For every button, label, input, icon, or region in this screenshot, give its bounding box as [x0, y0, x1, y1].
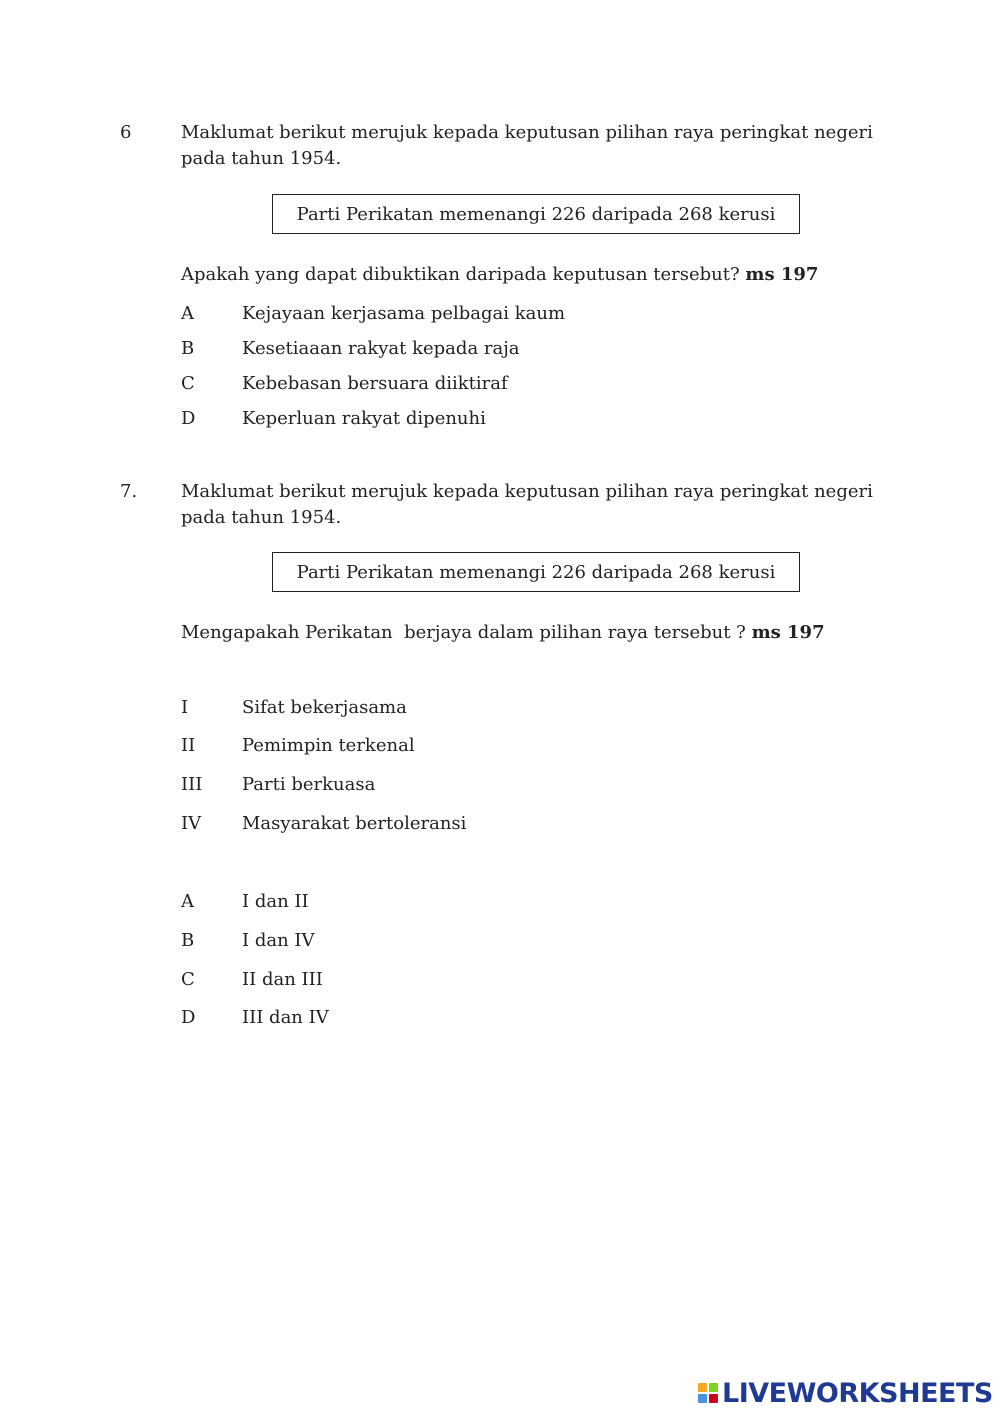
q7-option-b[interactable]: I dan IV: [242, 930, 315, 951]
liveworksheets-logo: [698, 1378, 993, 1408]
q7-option-c-letter: C: [181, 969, 195, 990]
q7-option-d-letter: D: [181, 1007, 196, 1028]
question-7-box-text: Parti Perikatan memenangi 226 daripada 268 kerusi: [296, 561, 776, 583]
logo-text: LIVEWORKSHEETS: [722, 1377, 993, 1409]
q7-statement-2: Pemimpin terkenal: [242, 735, 415, 756]
question-7-prompt: [181, 622, 825, 643]
q7-option-a[interactable]: I dan II: [242, 891, 309, 912]
question-6-box-text: Parti Perikatan memenangi 226 daripada 268 kerusi: [296, 203, 776, 225]
logo-square-1: [698, 1383, 707, 1392]
q7-option-b-letter: B: [181, 930, 195, 951]
q6-option-c-letter: C: [181, 373, 195, 394]
q7-statement-1-numeral: I: [181, 697, 189, 718]
q6-option-c[interactable]: Kebebasan bersuara diiktiraf: [242, 373, 508, 394]
question-7-number: 7.: [120, 481, 138, 502]
q7-statement-3: Parti berkuasa: [242, 774, 376, 795]
q7-option-d[interactable]: III dan IV: [242, 1007, 329, 1028]
question-7-question: Mengapakah Perikatan berjaya dalam pilihan raya tersebut ?: [181, 622, 746, 643]
question-6-number: 6: [120, 122, 132, 143]
q7-statement-2-numeral: II: [181, 735, 196, 756]
q6-option-a-letter: A: [181, 303, 194, 324]
logo-square-4: [709, 1394, 718, 1403]
question-6-question: Apakah yang dapat dibuktikan daripada keputusan tersebut?: [181, 264, 740, 285]
q6-option-a[interactable]: Kejayaan kerjasama pelbagai kaum: [242, 303, 566, 324]
q7-option-c[interactable]: II dan III: [242, 969, 323, 990]
question-6-ref: ms 197: [745, 264, 819, 285]
question-7-stem: Maklumat berikut merujuk kepada keputusan pilihan raya peringkat negeri pada tahun 1954.: [181, 481, 873, 528]
logo-square-3: [698, 1394, 707, 1403]
logo-square-2: [709, 1383, 718, 1392]
q6-option-d[interactable]: Keperluan rakyat dipenuhi: [242, 408, 486, 429]
logo-grid-icon: [698, 1383, 718, 1403]
q7-statement-1: Sifat bekerjasama: [242, 697, 407, 718]
question-6-stem: Maklumat berikut merujuk kepada keputusan pilihan raya peringkat negeri pada tahun 1954.: [181, 122, 873, 169]
q6-option-b[interactable]: Kesetiaaan rakyat kepada raja: [242, 338, 520, 359]
q7-statement-4-numeral: IV: [181, 813, 202, 834]
q6-option-b-letter: B: [181, 338, 195, 359]
question-6-prompt: [181, 264, 818, 285]
q7-statement-4: Masyarakat bertoleransi: [242, 813, 467, 834]
question-6-info-box: [272, 194, 800, 234]
question-7-info-box: [272, 552, 800, 592]
q6-option-d-letter: D: [181, 408, 196, 429]
q7-statement-3-numeral: III: [181, 774, 203, 795]
question-7-ref: ms 197: [751, 622, 825, 643]
q7-option-a-letter: A: [181, 891, 194, 912]
